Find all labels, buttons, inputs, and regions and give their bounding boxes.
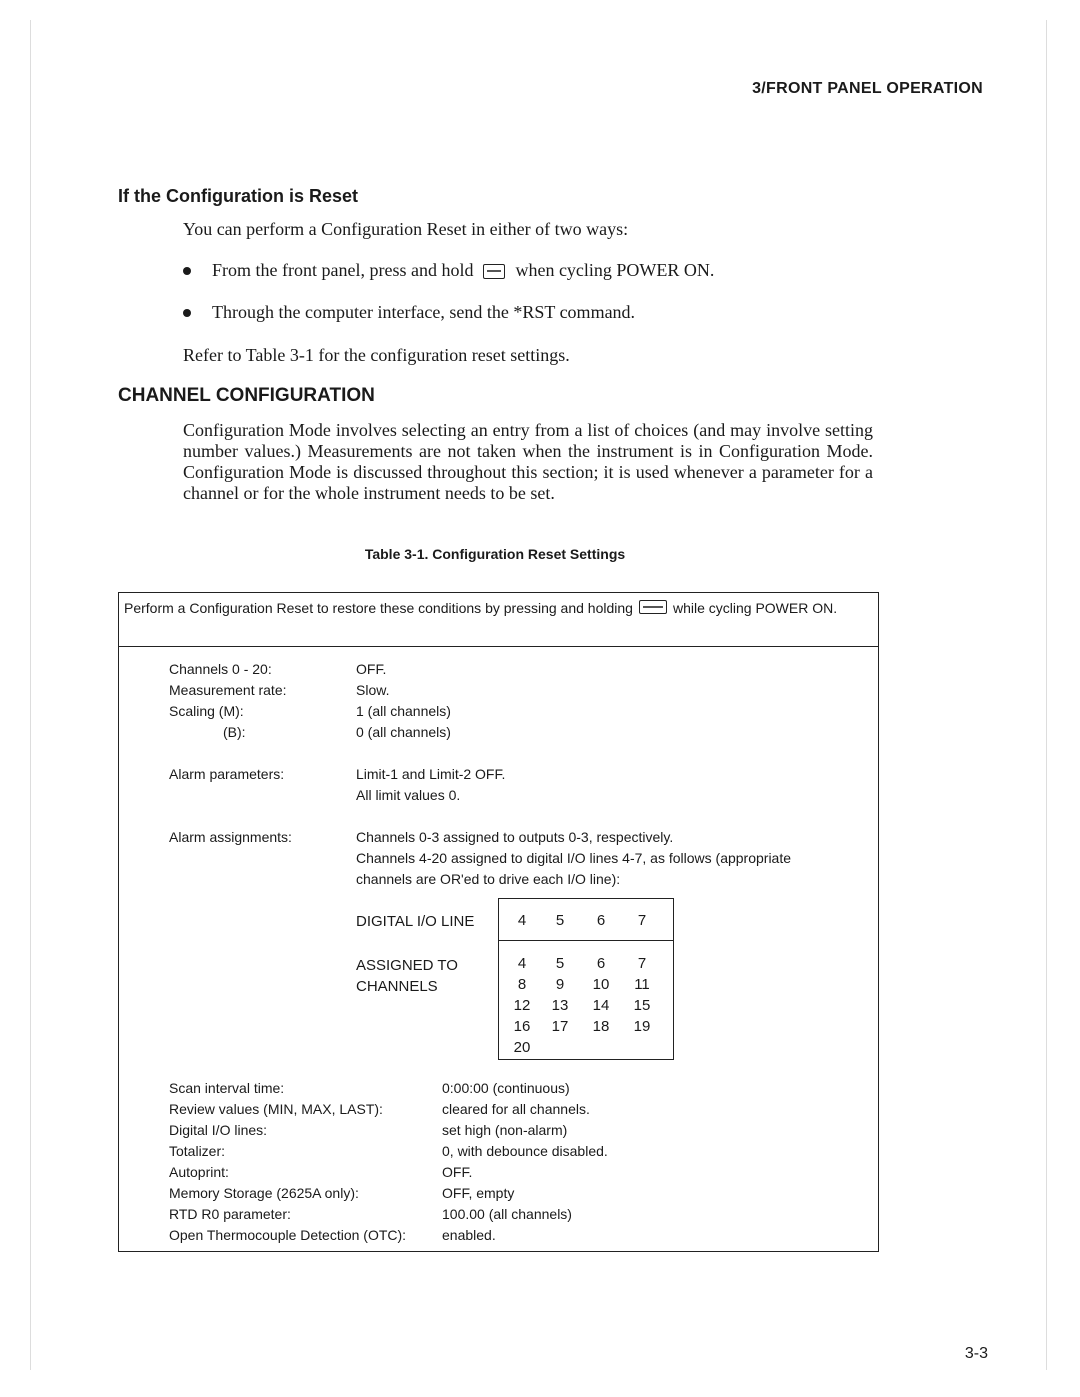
- io-cell: 16: [513, 1018, 531, 1035]
- setting-value: Slow.: [356, 682, 390, 698]
- section-heading-channel-configuration: CHANNEL CONFIGURATION: [118, 385, 375, 406]
- bullet-2-text: Through the computer interface, send the *RST command.: [212, 302, 636, 322]
- io-header-cell: 7: [637, 912, 647, 929]
- io-cell: 9: [555, 976, 565, 993]
- refer-text: Refer to Table 3-1 for the configuration reset settings.: [183, 345, 570, 365]
- bullet-icon: [183, 267, 191, 275]
- setting-label: Open Thermocouple Detection (OTC):: [169, 1227, 407, 1243]
- setting-label: Digital I/O lines:: [169, 1122, 268, 1138]
- io-cell: 7: [637, 955, 647, 972]
- setting-label: RTD R0 parameter:: [169, 1206, 291, 1222]
- setting-label: Alarm parameters:: [169, 766, 285, 782]
- cancel-key-icon: [639, 600, 667, 614]
- reset-intro: You can perform a Configuration Reset in either of two ways:: [183, 219, 629, 239]
- bullet-1-text-after: when cycling POWER ON.: [515, 260, 715, 280]
- bullet-front-panel: [183, 260, 714, 281]
- assigned-label-line-2: CHANNELS: [356, 978, 438, 995]
- io-cell: 19: [633, 1018, 651, 1035]
- setting-label: Scaling (M):: [169, 703, 244, 719]
- io-assignment-table: [498, 898, 674, 1060]
- setting-value: All limit values 0.: [356, 787, 461, 803]
- io-cell: 18: [592, 1018, 610, 1035]
- setting-value: 0, with debounce disabled.: [442, 1143, 608, 1159]
- setting-label: Measurement rate:: [169, 682, 287, 698]
- assigned-channels-label: [356, 955, 458, 997]
- scan-edge-right: [1046, 20, 1047, 1370]
- setting-label: Channels 0 - 20:: [169, 661, 272, 677]
- section-heading-reset: If the Configuration is Reset: [118, 186, 359, 206]
- setting-value: enabled.: [442, 1227, 496, 1243]
- cancel-key-icon: [483, 264, 505, 279]
- io-cell: 8: [517, 976, 527, 993]
- setting-label: Review values (MIN, MAX, LAST):: [169, 1101, 383, 1117]
- setting-label: Autoprint:: [169, 1164, 229, 1180]
- table-intro-after: while cycling POWER ON.: [672, 600, 838, 616]
- io-cell: 4: [517, 955, 527, 972]
- table-caption: Table 3-1. Configuration Reset Settings: [364, 546, 626, 562]
- setting-value: channels are OR'ed to drive each I/O line):: [356, 871, 621, 887]
- setting-value: 0 (all channels): [356, 724, 451, 740]
- io-cell: 10: [592, 976, 610, 993]
- table-divider: [119, 646, 878, 647]
- assigned-label-line-1: ASSIGNED TO: [356, 957, 458, 974]
- setting-value: cleared for all channels.: [442, 1101, 590, 1117]
- io-cell: 6: [596, 955, 606, 972]
- table-intro-before: Perform a Configuration Reset to restore these conditions by pressing and holding: [124, 600, 633, 616]
- io-header-cell: 5: [555, 912, 565, 929]
- setting-value: 0:00:00 (continuous): [442, 1080, 570, 1096]
- setting-label: Totalizer:: [169, 1143, 226, 1159]
- io-line-label: DIGITAL I/O LINE: [356, 913, 475, 930]
- io-cell: 20: [513, 1039, 531, 1056]
- io-table-divider: [499, 940, 673, 941]
- io-cell: 15: [633, 997, 651, 1014]
- scan-edge-left: [30, 20, 31, 1370]
- io-header-cell: 6: [596, 912, 606, 929]
- setting-value: set high (non-alarm): [442, 1122, 568, 1138]
- table-intro: [124, 598, 864, 618]
- io-cell: 12: [513, 997, 531, 1014]
- settings-table: [118, 592, 879, 1252]
- setting-value: Channels 4-20 assigned to digital I/O lines 4-7, as follows (appropriate: [356, 850, 792, 866]
- setting-value: OFF.: [442, 1164, 473, 1180]
- channel-paragraph: Configuration Mode involves selecting an entry from a list of choices (and may involve setting number values.) Measurements are not taken when the instrument is in Configuration Mode. Configuration Mode is discussed throughout this section; it is used whenever a parameter for a channel or for the whole instrument needs to be set.: [183, 420, 873, 503]
- setting-label: Scan interval time:: [169, 1080, 285, 1096]
- bullet-computer-interface: [183, 302, 635, 323]
- bullet-icon: [183, 309, 191, 317]
- setting-value: Limit-1 and Limit-2 OFF.: [356, 766, 506, 782]
- setting-label: (B):: [223, 724, 246, 740]
- io-cell: 14: [592, 997, 610, 1014]
- io-cell: 17: [551, 1018, 569, 1035]
- io-cell: 13: [551, 997, 569, 1014]
- setting-value: 1 (all channels): [356, 703, 451, 719]
- io-cell: 5: [555, 955, 565, 972]
- setting-value: OFF, empty: [442, 1185, 515, 1201]
- chapter-header: 3/FRONT PANEL OPERATION: [752, 80, 983, 97]
- setting-value: 100.00 (all channels): [442, 1206, 572, 1222]
- setting-label: Memory Storage (2625A only):: [169, 1185, 359, 1201]
- setting-label: Alarm assignments:: [169, 829, 292, 845]
- page-number: 3-3: [964, 1345, 988, 1362]
- bullet-1-text-before: From the front panel, press and hold: [212, 260, 474, 280]
- setting-value: OFF.: [356, 661, 387, 677]
- io-header-cell: 4: [517, 912, 527, 929]
- io-cell: 11: [634, 976, 650, 993]
- setting-value: Channels 0-3 assigned to outputs 0-3, respectively.: [356, 829, 674, 845]
